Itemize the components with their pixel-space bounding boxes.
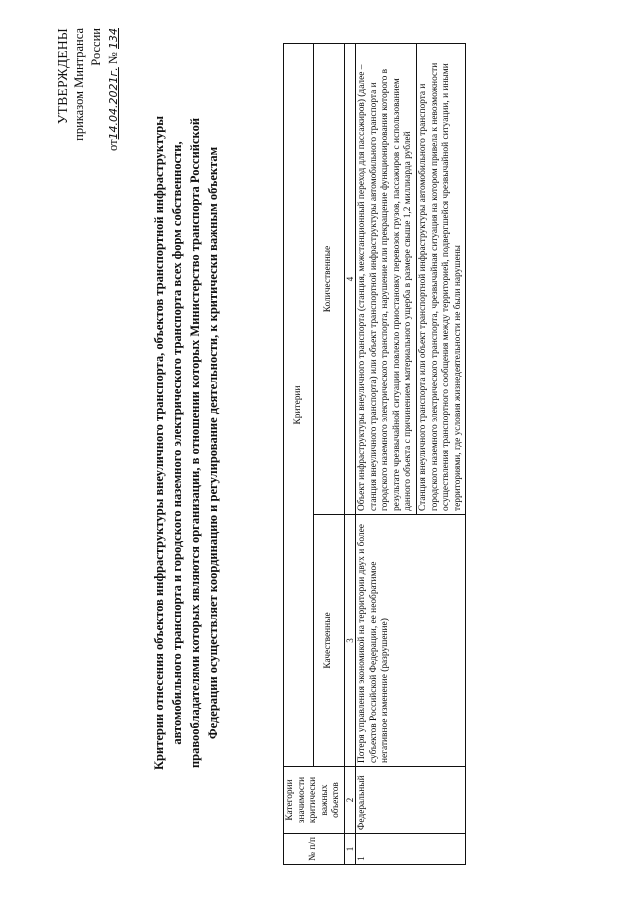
criteria-table — [283, 43, 466, 865]
header-criteria: Критерии — [284, 44, 314, 767]
header-quantitative: Количественные — [314, 44, 344, 515]
row-quantitative-2: Станция внеуличного транспорта или объект транспортной инфраструктуры автомобильного транспорта и городского наземного электрического транспорта, чрезвычайная ситуация на котором привела к невозможности осуществления транспортного сообщения между территорией, подвергшейся чрезвычайной ситуации, и иными территориями, где условия жизнедеятельности не были нарушены — [416, 44, 465, 515]
header-subrow — [314, 44, 344, 865]
column-number-row — [344, 44, 355, 865]
row-category: Федеральный — [355, 767, 465, 834]
row-quantitative-1: Объект инфраструктуры внеуличного транспорта (станция, межстанционный переход для пассажиров) (далее – станция внеуличного транспорта) или объект транспортной инфраструктуры автомобильного транспорта и городского наземного электрического транспорта, нарушение или прекращение функционирования которого в результате чрезвычайной ситуации повлекло приостановку перевозок грузов, пассажиров с использованием данного объекта с причинением материального ущерба в размере свыше 1,2 миллиарда рублей — [355, 44, 416, 515]
date-prefix: от — [106, 139, 120, 152]
row-num: 1 — [355, 834, 465, 865]
header-row — [284, 44, 314, 865]
header-qualitative: Качественные — [314, 515, 344, 767]
column-number: 3 — [344, 515, 355, 767]
handwritten-date: 14.04.2021г. — [107, 67, 120, 140]
number-prefix: № — [106, 52, 120, 65]
title-line: Критерии отнесения объектов инфраструктуры внеуличного транспорта, объектов транспортной инфраструктуры — [152, 115, 166, 771]
handwritten-number: 134 — [107, 28, 120, 49]
header-num: № п/п — [284, 834, 345, 865]
title-line: Федерации осуществляет координацию и регулирование деятельности, к критически важным объектам — [206, 146, 220, 740]
column-number: 4 — [344, 44, 355, 515]
approval-order: приказом Минтранса России — [72, 28, 103, 141]
approval-date-line — [105, 28, 122, 163]
approval-title: УТВЕРЖДЕНЫ — [55, 28, 70, 125]
header-category: Категории значимости критически важных объектов — [284, 767, 345, 834]
title-line: автомобильного транспорта и городского наземного электрического транспорта всех форм собственности, — [170, 141, 184, 745]
row-qualitative: Потеря управления экономикой на территории двух и более субъектов Российской Федерации, ее необратимое негативное изменение (разрушение) — [355, 515, 465, 767]
title-line: правообладателями которых являются организации, в отношении которых Министерство транспорта Российской — [188, 117, 202, 769]
column-number: 2 — [344, 767, 355, 834]
table-row — [355, 44, 416, 865]
document-title — [150, 39, 222, 847]
column-number: 1 — [344, 834, 355, 865]
approval-stamp — [54, 28, 122, 163]
